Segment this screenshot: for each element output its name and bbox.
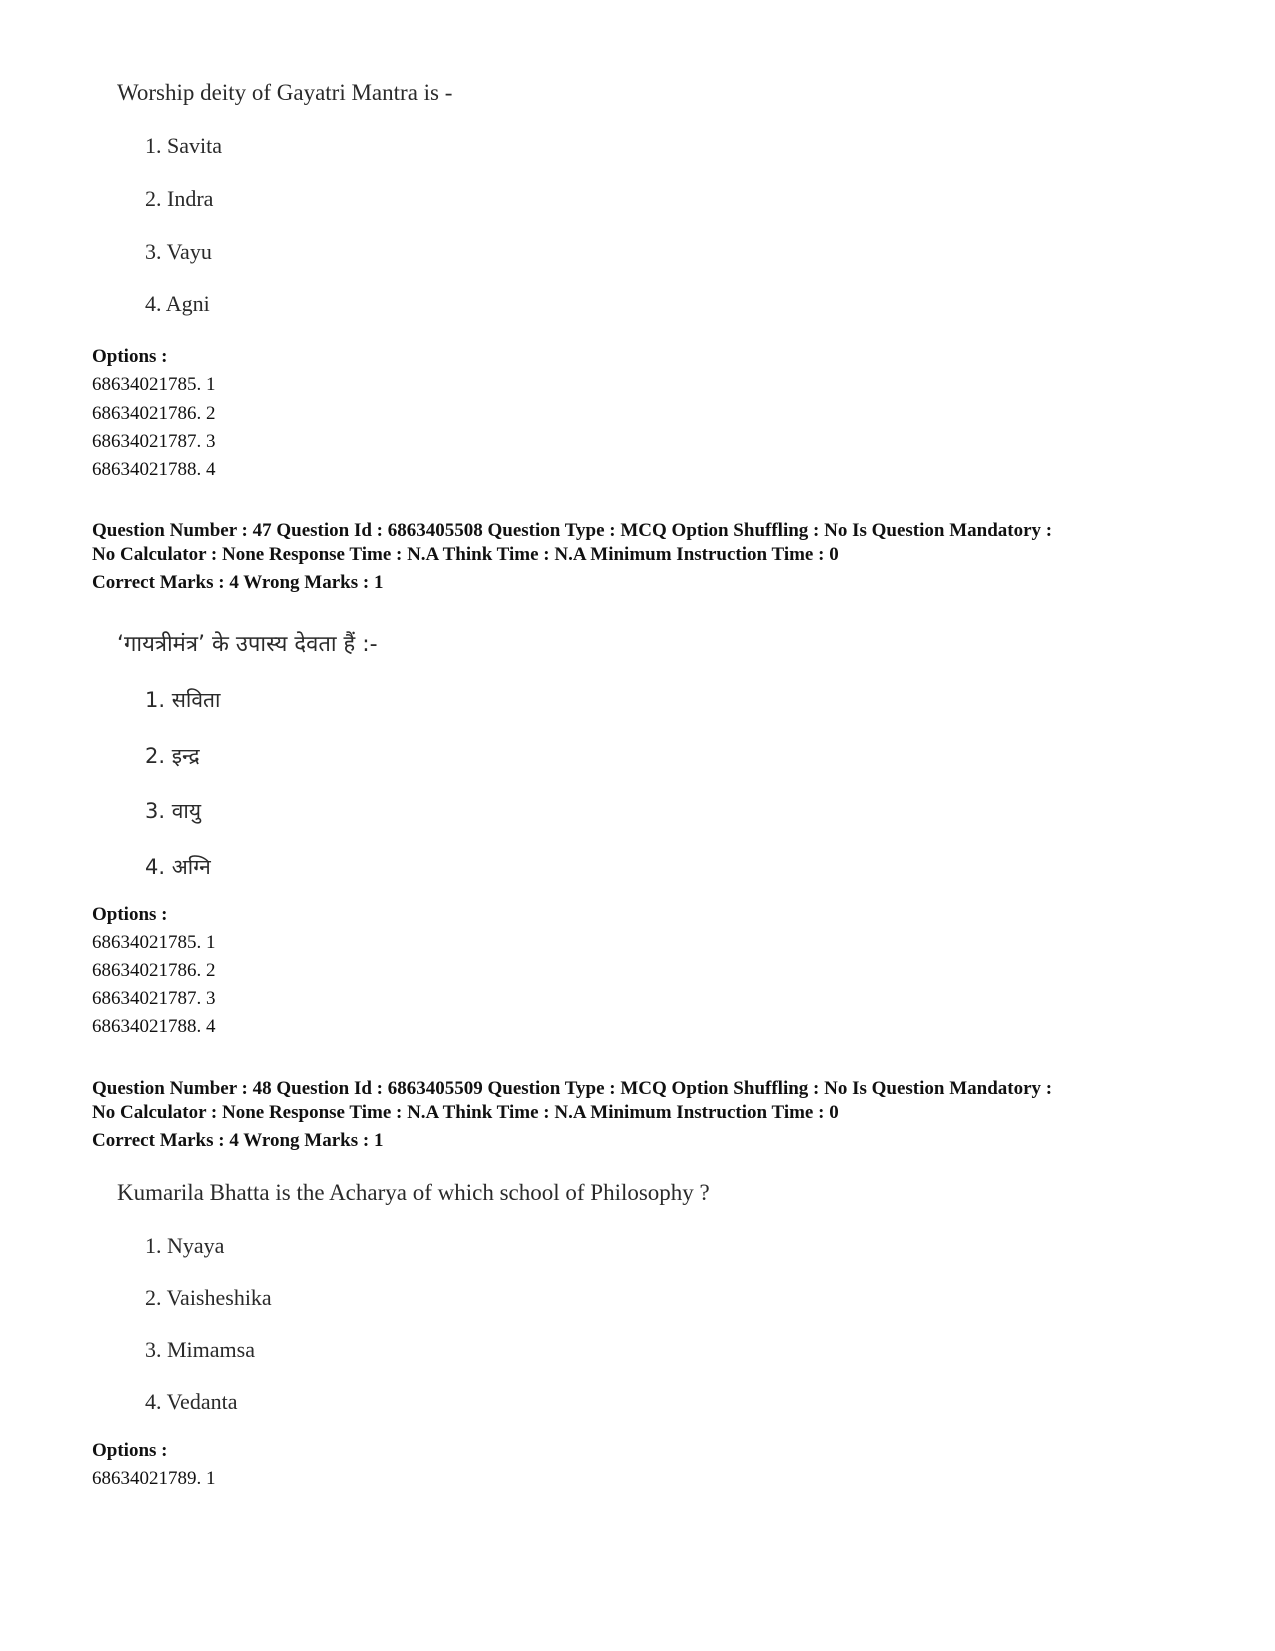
option-id-line: 68634021788. 4 — [92, 1016, 216, 1037]
choice-item: 4. अग्नि — [145, 855, 211, 879]
choice-item: 1. Nyaya — [145, 1233, 225, 1258]
question-marks: Correct Marks : 4 Wrong Marks : 1 — [92, 572, 384, 593]
option-id-line: 68634021787. 3 — [92, 988, 216, 1009]
options-label: Options : — [92, 346, 168, 367]
question-meta-line: No Calculator : None Response Time : N.A Think Time : N.A Minimum Instruction Time : 0 — [92, 1102, 839, 1123]
option-id-line: 68634021785. 1 — [92, 932, 216, 953]
choice-item: 2. इन्द्र — [145, 744, 200, 768]
choice-item: 4. Vedanta — [145, 1389, 238, 1414]
option-id-line: 68634021788. 4 — [92, 459, 216, 480]
question-meta-line: No Calculator : None Response Time : N.A Think Time : N.A Minimum Instruction Time : 0 — [92, 544, 839, 565]
question-text: Worship deity of Gayatri Mantra is - — [117, 80, 453, 105]
question-text: Kumarila Bhatta is the Acharya of which school of Philosophy ? — [117, 1180, 710, 1205]
option-id-line: 68634021789. 1 — [92, 1468, 216, 1489]
choice-item: 2. Vaisheshika — [145, 1285, 272, 1310]
choice-item: 3. Mimamsa — [145, 1337, 255, 1362]
options-label: Options : — [92, 1440, 168, 1461]
option-id-line: 68634021786. 2 — [92, 960, 216, 981]
choice-item: 1. सविता — [145, 688, 221, 712]
option-id-line: 68634021787. 3 — [92, 431, 216, 452]
question-marks: Correct Marks : 4 Wrong Marks : 1 — [92, 1130, 384, 1151]
option-id-line: 68634021786. 2 — [92, 403, 216, 424]
choice-item: 1. Savita — [145, 133, 222, 158]
choice-item: 2. Indra — [145, 186, 214, 211]
option-id-line: 68634021785. 1 — [92, 374, 216, 395]
question-text: ‘गायत्रीमंत्र’ के उपास्य देवता हैं :- — [117, 632, 378, 657]
question-meta-line: Question Number : 48 Question Id : 6863405509 Question Type : MCQ Option Shuffling : No Is Question Mandatory : — [92, 1078, 1053, 1099]
choice-item: 3. Vayu — [145, 239, 212, 264]
choice-item: 4. Agni — [145, 291, 210, 316]
choice-item: 3. वायु — [145, 799, 202, 823]
options-label: Options : — [92, 904, 168, 925]
question-meta-line: Question Number : 47 Question Id : 6863405508 Question Type : MCQ Option Shuffling : No Is Question Mandatory : — [92, 520, 1053, 541]
